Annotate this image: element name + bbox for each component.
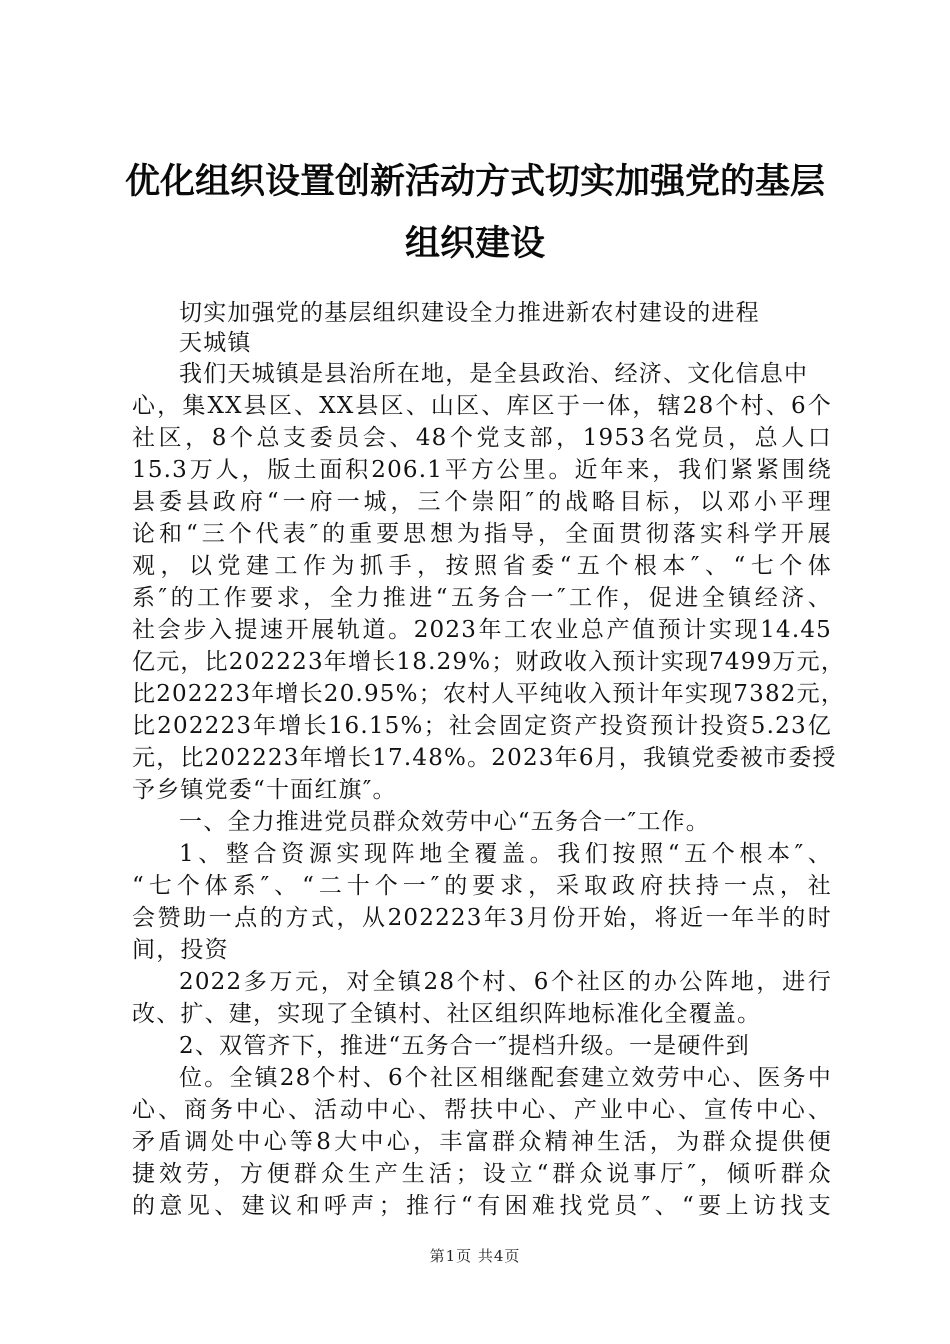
body-line: 亿元，比202223年增长18.29%；财政收入预计实现7499万元， [132,649,846,675]
body-line: 15.3万人，版土面积206.1平方公里。近年来，我们紧紧围绕 [132,457,832,483]
body-line: 1、整合资源实现阵地全覆盖。我们按照“五个根本″、 [179,841,832,867]
body-line: 位。全镇28个村、6个社区相继配套建立效劳中心、医务中 [179,1065,832,1091]
body-line: “七个体系″、“二十个一″的要求，采取政府扶持一点，社 [132,873,832,899]
body-line: 观，以党建工作为抓手，按照省委“五个根本″、“七个体 [132,553,832,579]
section-heading: 一、全力推进党员群众效劳中心“五务合一″工作。 [179,809,710,835]
body-line: 社会步入提速开展轨道。2023年工农业总产值预计实现14.45 [132,617,832,643]
body-line: 的意见、建议和呼声；推行“有困难找党员″、“要上访找支 [132,1193,832,1219]
body-line: 我们天城镇是县治所在地，是全县政治、经济、文化信息中 [179,361,809,387]
body-line: 予乡镇党委“十面红旗″。 [132,777,397,803]
document-subtitle: 切实加强党的基层组织建设全力推进新农村建设的进程 [179,300,760,326]
body-line: 比202223年增长20.95%；农村人平纯收入预计年实现7382元， [132,681,846,707]
document-title-line-2: 组织建设 [404,224,545,264]
body-line: 会赞助一点的方式，从202223年3月份开始，将近一年半的时 [132,905,832,931]
body-line: 2、双管齐下，推进“五务合一″提档升级。一是硬件到 [179,1033,750,1059]
page-footer: 第1页 共4页 [429,1247,521,1265]
body-line: 系″的工作要求，全力推进“五务合一″工作，促进全镇经济、 [132,585,832,611]
document-author: 天城镇 [179,330,252,356]
body-line: 比202223年增长16.15%；社会固定资产投资预计投资5.23亿 [132,713,832,739]
body-line: 2022多万元，对全镇28个村、6个社区的办公阵地，进行 [179,969,832,995]
body-line: 县委县政府“一府一城，三个崇阳″的战略目标，以邓小平理 [132,489,832,515]
body-line: 论和“三个代表″的重要思想为指导，全面贯彻落实科学开展 [132,521,832,547]
body-line: 捷效劳，方便群众生产生活；设立“群众说事厅″，倾听群众 [132,1161,832,1187]
body-line: 心、商务中心、活动中心、帮扶中心、产业中心、宣传中心、 [132,1097,832,1123]
body-line: 元，比202223年增长17.48%。2023年6月，我镇党委被市委授 [132,745,837,771]
body-line: 矛盾调处中心等8大中心，丰富群众精神生活，为群众提供便 [132,1129,832,1155]
body-line: 间，投资 [132,937,229,963]
body-line: 心，集XX县区、XX县区、山区、库区于一体，辖28个村、6个 [132,393,832,419]
document-title-line-1: 优化组织设置创新活动方式切实加强党的基层 [124,162,825,202]
body-line: 改、扩、建，实现了全镇村、社区组织阵地标准化全覆盖。 [132,1001,762,1027]
body-line: 社区，8个总支委员会、48个党支部，1953名党员，总人口 [132,425,832,451]
